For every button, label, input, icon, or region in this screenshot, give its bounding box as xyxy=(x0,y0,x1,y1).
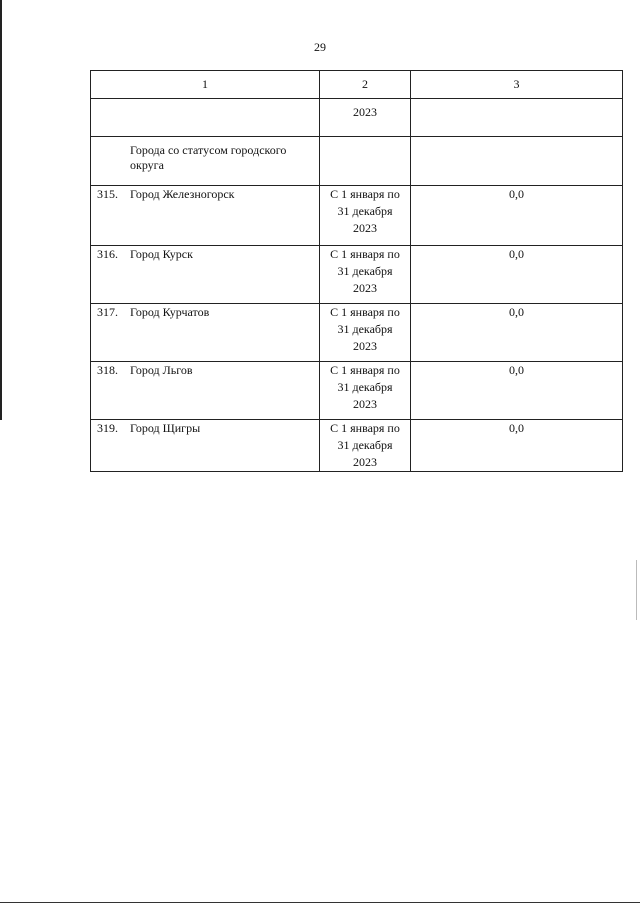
row-number: 318. xyxy=(97,363,118,377)
scan-edge-right xyxy=(636,560,637,620)
period-line-3: 2023 xyxy=(353,281,377,295)
city-cell xyxy=(91,304,320,362)
table-row xyxy=(91,362,623,420)
scan-edge-left xyxy=(0,0,2,420)
value-cell: 0,0 xyxy=(411,246,623,304)
period-cell xyxy=(320,420,411,472)
period-line-2: 31 декабря xyxy=(337,380,393,394)
column-header-2: 2 xyxy=(320,71,411,99)
period-line-2: 31 декабря xyxy=(337,264,393,278)
period-cell xyxy=(320,304,411,362)
period-cell xyxy=(320,246,411,304)
row-number: 315. xyxy=(97,187,118,201)
period-line-2: 31 декабря xyxy=(337,438,393,452)
group-row-cell-3 xyxy=(411,137,623,186)
city-name: Город Железногорск xyxy=(130,187,235,201)
period-line-3: 2023 xyxy=(353,221,377,235)
period-cell xyxy=(320,186,411,246)
period-cell xyxy=(320,362,411,420)
value-cell: 0,0 xyxy=(411,304,623,362)
city-name: Город Льгов xyxy=(130,363,193,377)
group-row-cell-2 xyxy=(320,137,411,186)
period-line-1: С 1 января по xyxy=(330,421,400,435)
city-cell xyxy=(91,246,320,304)
city-cell xyxy=(91,420,320,472)
city-cell xyxy=(91,362,320,420)
period-line-1: С 1 января по xyxy=(330,247,400,261)
year-continuation-row xyxy=(91,99,623,137)
table-row xyxy=(91,420,623,472)
page-number: 29 xyxy=(314,40,326,54)
table-row xyxy=(91,186,623,246)
city-name: Город Щигры xyxy=(130,421,201,435)
period-line-2: 31 декабря xyxy=(337,322,393,336)
period-line-1: С 1 января по xyxy=(330,187,400,201)
row-number: 317. xyxy=(97,305,118,319)
row-number: 319. xyxy=(97,421,118,435)
year-row-cell-3 xyxy=(411,99,623,137)
value-cell: 0,0 xyxy=(411,362,623,420)
city-name: Город Курск xyxy=(130,247,193,261)
group-heading-row xyxy=(91,137,623,186)
year-row-cell-2: 2023 xyxy=(320,99,411,137)
scan-edge-bottom xyxy=(0,902,640,903)
period-line-1: С 1 января по xyxy=(330,363,400,377)
column-header-3: 3 xyxy=(411,71,623,99)
period-line-2: 31 декабря xyxy=(337,204,393,218)
value-cell: 0,0 xyxy=(411,186,623,246)
period-line-3: 2023 xyxy=(353,339,377,353)
year-row-cell-1 xyxy=(91,99,320,137)
data-table xyxy=(90,70,623,472)
table-row xyxy=(91,246,623,304)
city-name: Город Курчатов xyxy=(130,305,210,319)
period-line-3: 2023 xyxy=(353,397,377,411)
group-heading: Города со статусом городского округа xyxy=(91,137,320,186)
period-line-1: С 1 января по xyxy=(330,305,400,319)
period-line-3: 2023 xyxy=(353,455,377,469)
city-cell xyxy=(91,186,320,246)
row-number: 316. xyxy=(97,247,118,261)
value-cell: 0,0 xyxy=(411,420,623,472)
table-row xyxy=(91,304,623,362)
column-header-1: 1 xyxy=(91,71,320,99)
table-header-row xyxy=(91,71,623,99)
